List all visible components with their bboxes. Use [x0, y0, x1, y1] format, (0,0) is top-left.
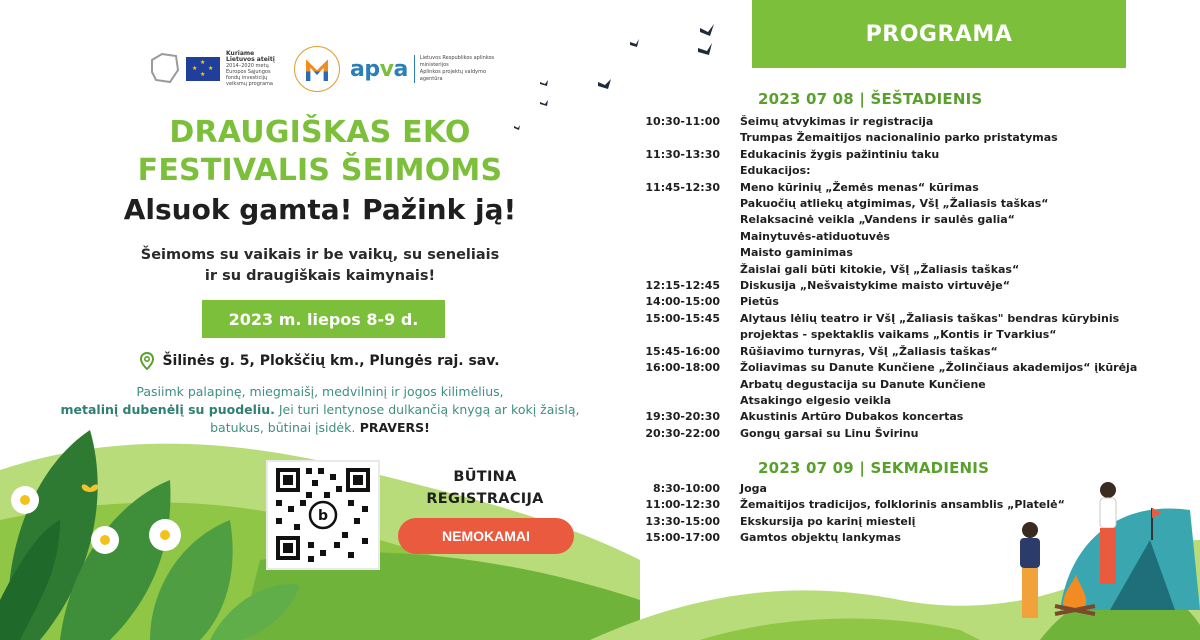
- schedule-time: 14:00-15:00: [645, 295, 720, 309]
- schedule-row: [640, 514, 1160, 530]
- lithuania-map-icon: [150, 52, 180, 86]
- schedule-row: [640, 327, 1160, 343]
- location-pin-icon: [140, 352, 154, 370]
- schedule-time: 13:30-15:00: [645, 514, 720, 528]
- registration-line2: REGISTRACIJA: [426, 491, 544, 507]
- schedule-time: [640, 130, 740, 146]
- schedule-row: [640, 344, 1160, 360]
- eu-flag-icon: ★ ★ ★ ★: [186, 57, 220, 81]
- registration-line1: BŪTINA: [453, 469, 517, 485]
- ministry-m-icon: [306, 57, 328, 81]
- schedule-activity: Trumpas Žemaitijos nacionalinio parko pristatymas: [740, 131, 1058, 145]
- event-audience: [60, 245, 580, 287]
- schedule-time: [640, 212, 740, 228]
- schedule-activity: Gongų garsai su Linu Švirinu: [740, 426, 919, 440]
- schedule-time: [640, 262, 740, 278]
- apva-logo: [350, 55, 510, 83]
- what-to-bring-line2: Jei turi lentynose dulkančią knygą ar kokį žaislą,: [274, 402, 580, 417]
- schedule-row: [640, 393, 1160, 409]
- schedule-time: [640, 377, 740, 393]
- apva-wordmark: apva: [350, 56, 408, 82]
- schedule-row: [640, 180, 1160, 196]
- schedule-activity: Mainytuvės-atiduotuvės: [740, 229, 890, 243]
- schedule-activity: Edukacijos:: [740, 164, 811, 178]
- schedule-time: 16:00-18:00: [645, 361, 720, 375]
- schedule-activity: Diskusija „Nešvaistykime maisto virtuvėje“: [740, 279, 1010, 293]
- schedule-time: 12:15-12:45: [645, 279, 720, 293]
- free-entry-button[interactable]: NEMOKAMAI: [398, 518, 574, 554]
- schedule-row: [640, 426, 1160, 442]
- what-to-bring: [60, 383, 580, 437]
- schedule-activity: Meno kūrinių „Žemės menas“ kūrimas: [740, 180, 979, 194]
- day2-schedule: [640, 481, 1160, 547]
- schedule-row: [640, 196, 1160, 212]
- schedule-row: [640, 163, 1160, 179]
- schedule-row: [640, 481, 1160, 497]
- ministry-logo: [294, 46, 340, 92]
- schedule-row: [640, 497, 1160, 513]
- event-address-text: Šilinės g. 5, Plokščių km., Plungės raj. sav.: [162, 353, 500, 369]
- schedule-time: 11:45-12:30: [645, 180, 720, 194]
- event-title-line1: DRAUGIŠKAS EKO: [169, 115, 471, 150]
- schedule-activity: Arbatų degustacija su Danute Kunčiene: [740, 377, 986, 391]
- schedule-row: [640, 212, 1160, 228]
- day2-title: 2023 07 09 | SEKMADIENIS: [758, 459, 990, 477]
- schedule-time: 15:45-16:00: [645, 344, 720, 358]
- schedule-activity: Pietūs: [740, 295, 779, 309]
- schedule-row: [640, 229, 1160, 245]
- event-date-badge: 2023 m. liepos 8-9 d.: [202, 300, 445, 338]
- what-to-bring-bold: metalinį dubenėlį su puodeliu.: [60, 402, 275, 417]
- schedule-row: [640, 409, 1160, 425]
- day1-title: 2023 07 08 | ŠEŠTADIENIS: [758, 90, 983, 108]
- apva-text-line1: Lietuvos Respublikos aplinkos ministerijos: [419, 55, 495, 68]
- eu-logo-title: Kuriame Lietuvos ateitį: [226, 50, 275, 63]
- schedule-activity: projektas - spektaklis vaikams „Kontis ir Tvarkius“: [740, 328, 1057, 342]
- qr-code: [268, 462, 378, 568]
- event-address: [60, 352, 580, 370]
- event-title: [60, 114, 580, 190]
- apva-text-line2: Aplinkos projektų valdymo agentūra: [419, 69, 487, 82]
- svg-text:b: b: [317, 508, 329, 524]
- eu-logo-text: 2014–2020 metų Europos Sąjungos fondų investicijų veiksmų programa: [226, 63, 273, 87]
- schedule-time: [640, 393, 740, 409]
- schedule-time: 11:30-13:30: [645, 147, 720, 161]
- schedule-row: [640, 114, 1160, 130]
- schedule-activity: Žaislai gali būti kitokie, VšĮ „Žaliasis taškas“: [740, 262, 1020, 276]
- schedule-time: 10:30-11:00: [645, 115, 720, 128]
- schedule-activity: Žoliavimas su Danute Kunčiene „Žolinčiaus akademijos“ įkūrėja: [740, 361, 1138, 375]
- schedule-row: [640, 130, 1160, 146]
- schedule-time: [640, 163, 740, 179]
- schedule-row: [640, 360, 1160, 376]
- schedule-time: 11:00-12:30: [645, 498, 720, 512]
- schedule-time: 15:00-15:45: [645, 311, 720, 325]
- schedule-activity: Rūšiavimo turnyras, VšĮ „Žaliasis taškas“: [740, 344, 998, 358]
- schedule-activity: Joga: [740, 482, 767, 495]
- schedule-activity: Relaksacinė veikla „Vandens ir saulės galia“: [740, 213, 1015, 227]
- schedule-activity: Žemaitijos tradicijos, folklorinis ansamblis „Platelė“: [740, 498, 1065, 512]
- event-audience-line2: ir su draugiškais kaimynais!: [204, 268, 436, 284]
- schedule-row: [640, 377, 1160, 393]
- schedule-row: [640, 262, 1160, 278]
- schedule-time: 15:00-17:00: [645, 531, 720, 545]
- registration-qr-code[interactable]: [266, 460, 380, 570]
- what-to-bring-line3: batukus, būtinai įsidėk.: [210, 420, 356, 435]
- schedule-time: [640, 196, 740, 212]
- schedule-time: [640, 245, 740, 261]
- schedule-activity: Gamtos objektų lankymas: [740, 531, 901, 545]
- schedule-activity: Edukacinis žygis pažintiniu taku: [740, 147, 940, 161]
- schedule-activity: Atsakingo elgesio veikla: [740, 393, 892, 407]
- eu-funds-logo: [150, 51, 284, 87]
- day1-schedule: [640, 114, 1160, 442]
- event-title-line2: FESTIVALIS ŠEIMOMS: [137, 153, 503, 188]
- what-to-bring-ending: PRAVERS!: [355, 420, 430, 435]
- schedule-row: [640, 278, 1160, 294]
- schedule-time: 8:30-10:00: [653, 482, 720, 495]
- schedule-time: 19:30-20:30: [645, 410, 720, 424]
- program-header: PROGRAMA: [752, 0, 1126, 68]
- schedule-row: [640, 294, 1160, 310]
- what-to-bring-line1: Pasiimk palapinę, miegmaišį, medvilninį ir jogos kilimėlius,: [136, 384, 504, 399]
- partner-logos: [150, 44, 510, 94]
- schedule-row: [640, 530, 1160, 546]
- schedule-time: [640, 327, 740, 343]
- schedule-time: [640, 229, 740, 245]
- schedule-row: [640, 245, 1160, 261]
- schedule-activity: Akustinis Artūro Dubakos koncertas: [740, 410, 964, 424]
- event-audience-line1: Šeimoms su vaikais ir be vaikų, su seneliais: [140, 247, 500, 263]
- event-slogan: Alsuok gamta! Pažink ją!: [123, 193, 517, 226]
- schedule-activity: Šeimų atvykimas ir registracija: [740, 115, 934, 128]
- schedule-activity: Alytaus lėlių teatro ir VšĮ „Žaliasis taškas" bendras kūrybinis: [740, 311, 1120, 325]
- registration-required: [400, 466, 570, 510]
- schedule-row: [640, 147, 1160, 163]
- schedule-activity: Pakuočių atliekų atgimimas, VšĮ „Žaliasis taškas“: [740, 197, 1049, 211]
- schedule-row: [640, 311, 1160, 327]
- schedule-activity: Ekskursija po karinį miestelį: [740, 514, 916, 528]
- schedule-activity: Maisto gaminimas: [740, 246, 853, 260]
- schedule-time: 20:30-22:00: [645, 426, 720, 440]
